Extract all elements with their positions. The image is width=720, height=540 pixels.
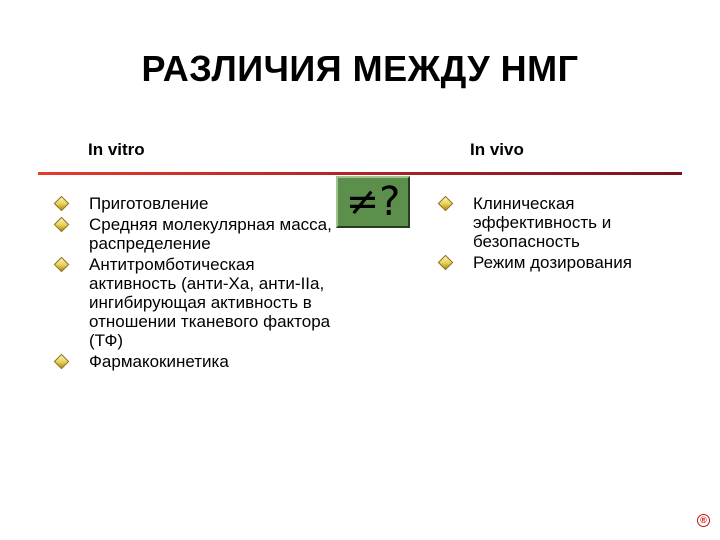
list-item [56,352,346,371]
badge-symbol: ≠? [345,179,401,225]
registered-mark-icon: ® [697,514,710,527]
in-vitro-list [56,194,346,373]
list-item [56,255,346,350]
list-item-text: Средняя молекулярная масса, распределение [89,215,332,253]
list-item [56,215,346,253]
slide-title: РАЗЛИЧИЯ МЕЖДУ НМГ [141,48,579,89]
list-item-text: Клиническая эффективность и безопасность [473,194,612,251]
not-equal-question-badge [336,176,410,228]
list-item-text: Приготовление [89,194,209,213]
in-vivo-list [440,194,680,274]
diamond-bullet-icon [54,354,70,370]
diamond-bullet-icon [54,196,70,212]
list-item-text: Фармакокинетика [89,352,229,371]
list-item [440,194,680,251]
column-header-in-vitro: In vitro [88,140,145,159]
list-item-text: Антитромботическая активность (анти-Ха, анти-IIa, ингибирующая активность в отношении тканевого фактора (ТФ) [89,255,331,350]
diamond-bullet-icon [438,255,454,271]
diamond-bullet-icon [54,257,70,273]
list-item-text: Режим дозирования [473,253,632,272]
diamond-bullet-icon [54,217,70,233]
diamond-bullet-icon [438,196,454,212]
column-header-in-vivo: In vivo [470,140,524,159]
list-item [440,253,680,272]
header-divider [38,172,682,175]
list-item [56,194,346,213]
